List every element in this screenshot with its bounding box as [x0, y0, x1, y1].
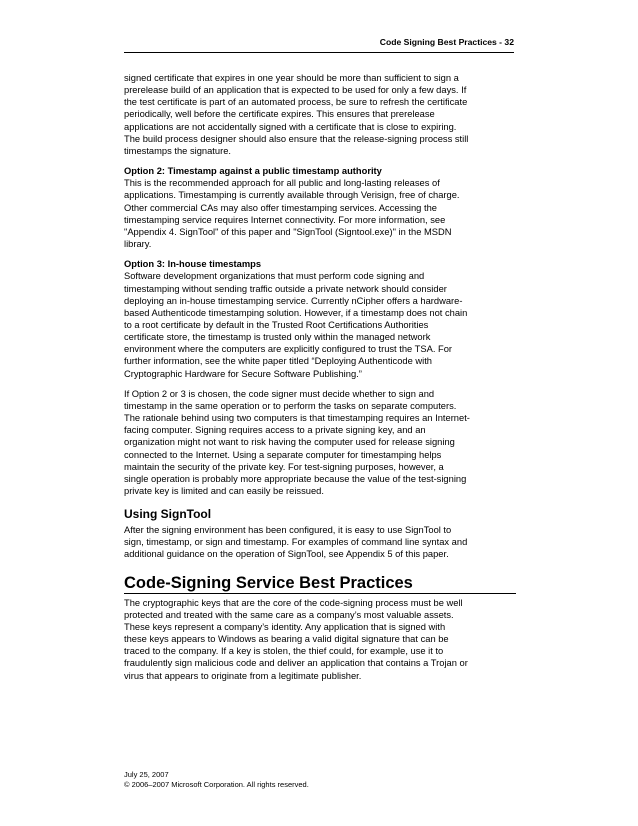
option-2-paragraph: This is the recommended approach for all public and long-lasting releases of applications. Timestamping is currently available through Verisign, free of charge. Other commercial CAs may also offer timestamping services. Accessing the timestamping service requires Internet connectivity. For more information, see "Appendix 4. SignTool" of this paper and "SignTool (Signtool.exe)" in the MSDN library.: [124, 178, 460, 250]
code-signing-service-heading: Code-Signing Service Best Practices: [124, 573, 516, 594]
option-3-paragraph: Software development organizations that must perform code signing and timestamping without sending traffic outside a private network should consider deploying an in-house timestamping service. Currently nCipher offers a hardware- based Authenticode timestamping solution. However, if a timestamp does not chain to a root certificate by default in the Trusted Root Certifications Authorities certificate store, the timestamp is trusted only within the managed network environment where the computers are explicitly configured to trust the TSA. For further information, see the white paper titled “Deploying Authenticode with Cryptographic Hardware for Secure Software Publishing.”: [124, 271, 468, 379]
option-3-heading: Option 3: In-house timestamps: [124, 259, 262, 270]
footer-date: July 25, 2007: [124, 770, 169, 779]
option-choice-paragraph: If Option 2 or 3 is chosen, the code signer must decide whether to sign and timestamp in the same operation or to perform the tasks on separate computers. The rationale behind using two computers is that timestamping requires an Internet- facing computer. Signing requires access to a private signing key, and an organization might not want to risk having the computer used for release signing connected to the Internet. Using a separate computer for timestamping helps maintain the security of the private key. For test-signing purposes, however, a single operation is probably more appropriate because the value of the test-signing private key is limited and can easily be reissued.: [124, 388, 470, 496]
footer-copyright: © 2006–2007 Microsoft Corporation. All rights reserved.: [124, 780, 309, 789]
using-signtool-paragraph: After the signing environment has been configured, it is easy to use SignTool to sign, timestamp, or sign and timestamp. For examples of command line syntax and additional guidance on the operation of SignTool, see Appendix 5 of this paper.: [124, 525, 468, 560]
using-signtool-heading: Using SignTool: [124, 507, 212, 522]
page-body: [124, 72, 516, 682]
code-signing-service-paragraph: The cryptographic keys that are the core of the code-signing process must be well protected and treated with the same care as a company’s most valuable assets. These keys represent a company’s identity. Any application that is signed with these keys appears to Windows as bearing a valid digital signature that can be traced to the company. If a key is stolen, the thief could, for example, use it to fraudulently sign malicious code and deliver an application that contains a Trojan or virus that appears to originate from a legitimate publisher.: [124, 597, 468, 681]
running-header: Code Signing Best Practices - 32: [124, 37, 514, 53]
option-2-heading: Option 2: Timestamp against a public timestamp authority: [124, 166, 382, 177]
intro-paragraph: signed certificate that expires in one year should be more than sufficient to sign a prerelease build of an application that is expected to be used for only a few days. If the test certificate is part of an automated process, be sure to refresh the certificate periodically, well before the certificate expires. This ensures that prerelease applications are not accidentally signed with a certificate that is close to expiring. The build process designer should also ensure that the release-signing process still timestamps the signature.: [124, 73, 469, 156]
page-footer: [124, 770, 309, 790]
